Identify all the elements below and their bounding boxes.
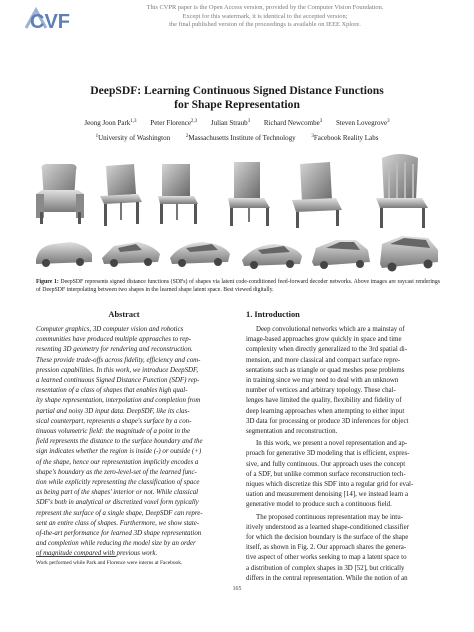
author: Steven Lovegrove$^3$ bbox=[335, 119, 390, 127]
abstract-line: ity shape representation, interpolation and completion from bbox=[36, 397, 201, 405]
abstract-line: sent an entire class of shapes. Furthermore, we show state- bbox=[36, 519, 200, 527]
paper-title-line-2: for Shape Representation bbox=[174, 98, 300, 111]
abstract-line: a learned continuous Signed Distance Function (SDF) rep- bbox=[36, 377, 200, 385]
abstract-line: SDF's both in analytical or discretized voxel form typically bbox=[36, 499, 199, 507]
intro-line: image-based approaches grow quickly in space and time bbox=[246, 336, 402, 344]
figure-1-renderings bbox=[30, 150, 444, 276]
intro-paragraph-2 bbox=[246, 439, 442, 510]
intro-line: tive aspect of other works seeking to map a latent space to bbox=[246, 554, 407, 562]
car-rendering bbox=[312, 240, 370, 269]
caption-label: Figure 1: bbox=[36, 279, 59, 285]
chair-rendering bbox=[292, 162, 342, 228]
intro-line: itively understood as a learned shape-conditioned classifier bbox=[246, 523, 410, 531]
intro-line: number of vertices and arbitrary topology. These chal- bbox=[246, 387, 396, 395]
intro-line: proach for generative 3D modeling that is efficient, expres- bbox=[246, 450, 410, 458]
car-rendering bbox=[102, 242, 160, 267]
abstract-line: of-the-art performance for learned 3D shape representation bbox=[36, 530, 202, 538]
abstract-line: shape's boundary as the zero-level-set of the learned func- bbox=[36, 468, 197, 476]
cvf-logo-text: CVF bbox=[30, 11, 70, 33]
intro-line: in training since we may need to deal with an unknown bbox=[246, 377, 399, 385]
abstract-line: partial and noisy 3D input data. DeepSDF, like its clas- bbox=[36, 407, 190, 415]
footnote-rule bbox=[36, 556, 116, 557]
abstract-body bbox=[36, 325, 236, 560]
chair-rendering bbox=[228, 162, 270, 226]
intro-line: of a SDF, but unlike common surface reconstruction tech- bbox=[246, 470, 406, 478]
abstract-heading: Abstract bbox=[108, 310, 140, 319]
abstract-line: of the shape, hence our representation implicitly encodes a bbox=[36, 458, 199, 466]
chair-rendering bbox=[158, 164, 198, 224]
intro-line: deep learning approaches when attempting to either input bbox=[246, 407, 405, 415]
affiliation: $^1$University of Washington bbox=[95, 134, 171, 142]
author: Jeong Joon Park$^{1,3}$ bbox=[84, 119, 137, 127]
intro-line: for which the decision boundary is the surface of the shape bbox=[246, 534, 409, 542]
abstract-line: communities have produced multiple approaches to rep- bbox=[36, 336, 192, 344]
watermark-line-3: the final published version of the proceedings is available on IEEE Xplore. bbox=[169, 21, 361, 29]
car-rendering bbox=[380, 236, 438, 272]
intro-line: The proposed continuous representation may be intu- bbox=[256, 513, 403, 521]
intro-line: itself, as shown in Fig. 2. Our approach shares the genera- bbox=[246, 544, 407, 552]
intro-line: generative model to produce such a continuous field. bbox=[246, 501, 392, 509]
watermark-line-2: Except for this watermark, it is identical to the accepted version; bbox=[182, 12, 348, 20]
affiliation: $^3$Facebook Reality Labs bbox=[311, 134, 379, 142]
author: Richard Newcombe$^3$ bbox=[263, 119, 323, 127]
intro-line: complexity when directly generalized to the 3rd spatial di- bbox=[246, 346, 408, 354]
abstract-line: resentation of a class of shapes that enables high qual- bbox=[36, 387, 188, 395]
abstract-line: pression capabilities. In this work, we introduce DeepSDF, bbox=[36, 366, 199, 374]
footnote: Work performed while Park and Florence were interns at Facebook. bbox=[36, 560, 183, 566]
abstract-line: These provide trade-offs across fidelity, efficiency and com- bbox=[36, 356, 201, 364]
affiliation-list bbox=[30, 134, 444, 143]
intro-line: sive, and fully continuous. Our approach uses the concept bbox=[246, 460, 406, 468]
abstract-line: tinuous volumetric field: the magnitude of a point in the bbox=[36, 428, 191, 436]
figure-1-caption bbox=[36, 279, 440, 294]
abstract-line: tion while explicitly representing the classification of space bbox=[36, 479, 200, 487]
intro-line: mension, and more classical and compact surface repre- bbox=[246, 356, 401, 364]
car-rendering bbox=[36, 242, 92, 267]
intro-line: differs in the central representation. While the notion of an bbox=[246, 574, 408, 582]
intro-line: uation and measurement denoising [14], we instead learn a bbox=[246, 491, 409, 499]
introduction-heading: 1. Introduction bbox=[246, 310, 300, 319]
car-rendering bbox=[170, 242, 230, 267]
author-list bbox=[30, 119, 444, 128]
paper-title-line-1: DeepSDF: Learning Continuous Signed Distance Functions bbox=[90, 84, 384, 97]
page-number: 165 bbox=[232, 586, 242, 592]
abstract-line: field represents the distance to the surface boundary and the bbox=[36, 438, 203, 446]
intro-line: niques which discretize this SDF into a regular grid for eval- bbox=[246, 481, 414, 489]
introduction-body bbox=[246, 325, 442, 584]
intro-line: lenges have limited the quality, flexibility and fidelity of bbox=[246, 397, 402, 405]
car-rendering bbox=[242, 244, 302, 269]
affiliation: $^2$Massachusetts Institute of Technology bbox=[185, 134, 296, 142]
caption-text: DeepSDF represents signed distance functions (SDFs) of shapes via latent code-conditioned feed-forward decoder networks. Above images are raycast renderings of DeepSDF interpolating between two shapes in the learned shape latent space. Best viewed digitally. bbox=[36, 279, 440, 293]
intro-line: Deep convolutional networks which are a mainstay of bbox=[256, 326, 405, 333]
intro-line: a distribution of complex shapes in 3D [52], but critically bbox=[246, 564, 405, 572]
intro-line: 3D data for processing or produce 3D inferences for object bbox=[246, 417, 409, 425]
intro-line: In this work, we present a novel representation and ap- bbox=[256, 440, 408, 448]
abstract-line: of magnitude compared with previous work. bbox=[36, 550, 158, 558]
abstract-line: sical counterpart, represents a shape's surface by a con- bbox=[36, 417, 192, 425]
abstract-line: Computer graphics, 3D computer vision and robotics bbox=[36, 326, 184, 333]
abstract-line: resenting 3D geometry for rendering and reconstruction. bbox=[36, 346, 193, 354]
intro-line: sentations such as triangle or quad meshes pose problems bbox=[246, 366, 405, 374]
author: Julian Straub$^3$ bbox=[210, 119, 251, 127]
chair-rendering bbox=[376, 154, 428, 228]
abstract-line: and completion while reducing the model size by an order bbox=[36, 540, 196, 548]
abstract-line: represent the surface of a single shape, DeepSDF can repre- bbox=[36, 509, 203, 517]
watermark-line-1: This CVPR paper is the Open Access version, provided by the Computer Vision Foundation. bbox=[146, 4, 384, 11]
intro-paragraph-1 bbox=[246, 325, 442, 437]
intro-line: segmentation and reconstruction. bbox=[246, 428, 338, 436]
chair-rendering bbox=[36, 164, 84, 224]
chair-rendering bbox=[100, 164, 142, 226]
cvf-logo bbox=[20, 4, 90, 34]
abstract-line: sign indicates whether the region is inside (-) or outside (+) bbox=[36, 448, 202, 456]
abstract-line: as being part of the shapes' interior or not. While classical bbox=[36, 489, 199, 497]
author: Peter Florence$^{2,3}$ bbox=[150, 119, 198, 127]
intro-paragraph-3 bbox=[246, 513, 442, 584]
